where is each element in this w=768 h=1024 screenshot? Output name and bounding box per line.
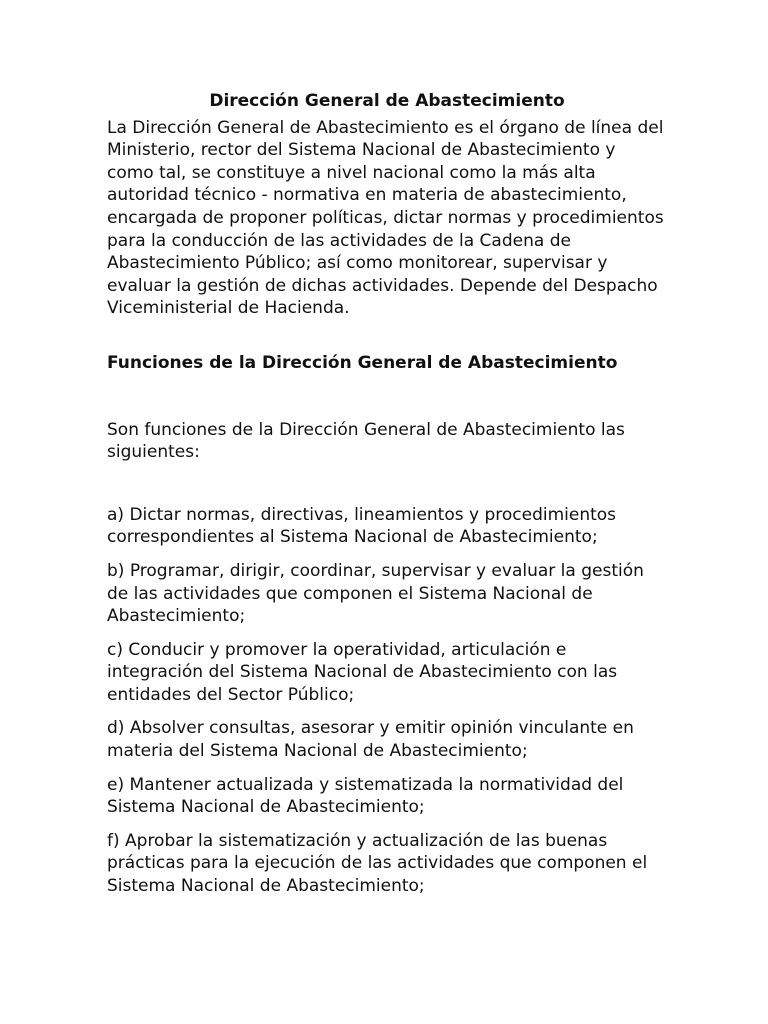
- function-item-d: d) Absolver consultas, asesorar y emitir opinión vinculante en materia del Sistema Nacional de Abastecimiento;: [107, 718, 634, 762]
- function-item-e: e) Mantener actualizada y sistematizada la normatividad del Sistema Nacional de Abastecimiento;: [107, 774, 624, 818]
- functions-intro: Son funciones de la Dirección General de Abastecimiento las siguientes:: [107, 419, 625, 463]
- document-title: Dirección General de Abastecimiento: [209, 91, 565, 111]
- function-item-a: a) Dictar normas, directivas, lineamientos y procedimientos correspondientes al Sistema Nacional de Abastecimiento;: [107, 504, 617, 548]
- document-page: [107, 90, 667, 909]
- functions-list: [107, 504, 667, 898]
- functions-heading: Funciones de la Dirección General de Abastecimiento: [107, 352, 618, 373]
- description-paragraph: La Dirección General de Abastecimiento es el órgano de línea del Ministerio, rector del Sistema Nacional de Abastecimiento y como tal, se constituye a nivel nacional como la más alta autoridad técnico - normativa en materia de abastecimiento, encargada de proponer políticas, dictar normas y procedimientos para la conducción de las actividades de la Cadena de Abastecimiento Público; así como monitorear, supervisar y evaluar la gestión de dichas actividades. Depende del Despacho Viceministerial de Hacienda.: [107, 117, 664, 319]
- function-item-f: f) Aprobar la sistematización y actualización de las buenas prácticas para la ejecución de las actividades que componen el Sistema Nacional de Abastecimiento;: [107, 830, 648, 897]
- function-item-b: b) Programar, dirigir, coordinar, supervisar y evaluar la gestión de las actividades que componen el Sistema Nacional de Abastecimiento;: [107, 560, 644, 627]
- function-item-c: c) Conducir y promover la operatividad, articulación e integración del Sistema Nacional de Abastecimiento con las entidades del Sector Público;: [107, 639, 618, 705]
